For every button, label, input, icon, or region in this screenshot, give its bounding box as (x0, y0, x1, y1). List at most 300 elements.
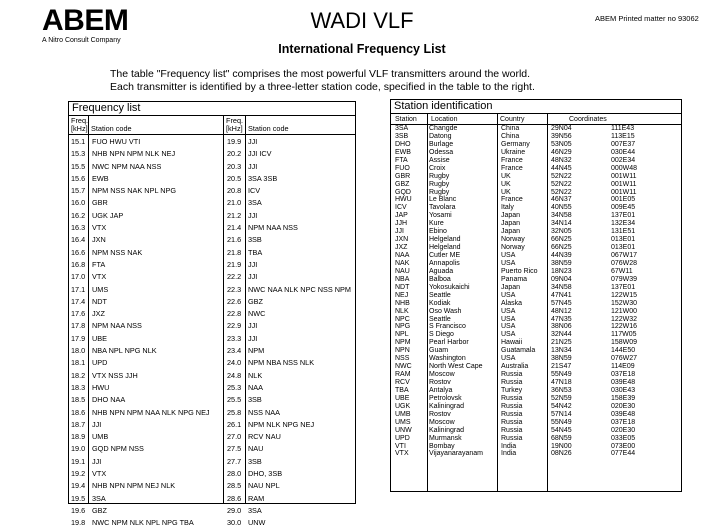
station-codes: JJI ICV (248, 149, 272, 159)
freq-row (227, 222, 351, 234)
station-latitude: 34N58 (551, 212, 572, 220)
freq-header-station-left: Station code (91, 124, 132, 133)
station-country: Russia (501, 379, 523, 386)
station-longitude: 121W00 (611, 307, 638, 315)
station-latitude: 32N05 (551, 228, 572, 236)
freq-row (71, 197, 210, 209)
station-codes: 3SA (248, 198, 262, 208)
station-code: RAM (395, 371, 411, 379)
freq-value: 26.1 (227, 419, 242, 429)
freq-value: 17.4 (71, 296, 86, 306)
freq-value: 20.5 (227, 173, 242, 183)
freq-row (227, 197, 351, 209)
station-latitude: 36N53 (551, 386, 572, 394)
station-codes: JJI (248, 272, 258, 282)
station-location: Le Blanc (429, 196, 457, 204)
freq-value: 22.6 (227, 296, 242, 306)
station-latitude: 52N59 (551, 394, 572, 402)
station-longitude: 039E48 (611, 379, 636, 386)
station-country: Panama (501, 275, 528, 283)
station-country: Italy (501, 204, 514, 212)
intro-line-1: The table "Frequency list" comprises the most powerful VLF transmitters around the world. (110, 68, 531, 80)
freq-value: 29.0 (227, 505, 242, 515)
station-codes: NHB NPN NPM NLK NEJ (92, 149, 176, 159)
station-country: Ukraine (501, 148, 526, 156)
station-code: NPG (395, 323, 411, 331)
station-codes: VTX (92, 223, 107, 233)
freq-row (227, 407, 351, 419)
station-latitude: 21N25 (551, 339, 572, 347)
freq-value: 19.4 (71, 481, 86, 491)
station-header-coordinates: Coordinates (569, 116, 607, 123)
freq-header-divider (69, 134, 355, 135)
freq-row (71, 234, 210, 246)
station-location: Rugby (429, 188, 450, 196)
freq-value: 20.3 (227, 161, 242, 171)
freq-row (227, 468, 351, 480)
station-code: UPD (395, 434, 410, 442)
station-code: NBA (395, 275, 410, 283)
station-longitude: 113E15 (611, 132, 635, 140)
station-latitude: 19N00 (551, 442, 572, 450)
freq-value: 17.6 (71, 309, 86, 319)
station-codes: 3SA 3SB (248, 173, 278, 183)
station-longitude: 073E00 (611, 442, 636, 450)
station-code: UGK (395, 402, 411, 410)
station-latitude: 44N45 (551, 164, 572, 172)
station-latitude: 66N25 (551, 236, 572, 244)
station-location: Yokosukaichi (429, 283, 470, 291)
station-country: India (501, 442, 517, 450)
station-latitude: 47N35 (551, 315, 572, 323)
freq-value: 19.9 (227, 137, 242, 146)
station-codes: NPM NSS NAK (92, 247, 143, 257)
freq-row (71, 419, 210, 431)
station-code: 3SA (395, 125, 409, 132)
station-latitude: 13N34 (551, 347, 572, 355)
station-codes: UMB (92, 432, 109, 442)
freq-value: 16.8 (71, 259, 86, 269)
freq-value: 18.6 (71, 407, 86, 417)
logo-text: ABEM (42, 4, 129, 37)
station-codes: ICV (248, 186, 261, 196)
station-codes: HWU (92, 382, 110, 392)
freq-row (227, 234, 351, 246)
frequency-list-title: Frequency list (69, 102, 355, 116)
station-country: UK (501, 180, 511, 188)
station-longitude: 131E51 (611, 228, 636, 236)
station-location: Antalya (429, 386, 453, 394)
station-location: Odessa (429, 148, 454, 156)
freq-value: 21.8 (227, 247, 242, 257)
station-longitude: 114E09 (611, 363, 635, 371)
station-codes: NAU (248, 444, 264, 454)
station-codes: 3SB (248, 395, 262, 405)
freq-value: 15.7 (71, 186, 86, 196)
station-code: EWB (395, 148, 411, 156)
station-codes: JJI (92, 419, 102, 429)
freq-row (71, 259, 210, 271)
station-code: NPN (395, 347, 410, 355)
station-country: Japan (501, 283, 521, 291)
station-longitude: 001W11 (611, 188, 637, 196)
freq-row (71, 247, 210, 259)
station-codes: NAU NPL (248, 481, 280, 491)
freq-row (71, 357, 210, 369)
freq-header-freq-2: Freq. (226, 116, 244, 125)
station-codes: JJI (248, 161, 258, 171)
freq-header-freq: Freq. (71, 116, 89, 125)
freq-row (227, 136, 351, 148)
freq-row (227, 493, 351, 505)
freq-row (227, 284, 351, 296)
freq-row (71, 210, 210, 222)
freq-row (227, 148, 351, 160)
station-location: Kure (429, 220, 444, 228)
freq-value: 19.5 (71, 493, 86, 503)
station-country: Germany (501, 140, 530, 148)
freq-row (227, 419, 351, 431)
station-codes: NDT (92, 296, 107, 306)
freq-value: 23.4 (227, 346, 242, 356)
station-latitude: 46N29 (551, 148, 572, 156)
freq-value: 18.2 (71, 370, 86, 380)
station-latitude: 38N59 (551, 259, 572, 267)
station-header-country: Country (500, 116, 525, 123)
station-country: USA (501, 291, 516, 299)
station-location: S Francisco (429, 323, 466, 331)
freq-row (71, 222, 210, 234)
station-codes: VTX (92, 272, 107, 282)
station-code: JJH (395, 220, 408, 228)
freq-row (71, 407, 210, 419)
station-longitude: 152W30 (611, 299, 638, 307)
station-location: Ebino (429, 228, 447, 236)
station-codes: NLK (248, 370, 263, 380)
station-identification-title: Station identification (391, 100, 681, 114)
station-longitude: 001E05 (611, 196, 636, 204)
station-location: Murmansk (429, 434, 462, 442)
station-location: S Diego (429, 331, 454, 339)
station-codes: GQD NPM NSS (92, 444, 144, 454)
station-longitude: 158E39 (611, 394, 636, 402)
station-code: ICV (395, 204, 407, 212)
station-col-divider-2 (497, 114, 498, 491)
freq-header-station-right: Station code (248, 124, 289, 133)
printed-matter-number: ABEM Printed matter no 93062 (595, 14, 699, 23)
station-location: Croix (429, 164, 446, 172)
freq-row (71, 148, 210, 160)
freq-value: 16.2 (71, 210, 86, 220)
freq-value: 21.0 (227, 198, 242, 208)
station-codes: FUO HWU VTI (92, 137, 141, 146)
station-latitude: 32N44 (551, 331, 572, 339)
station-latitude: 08N26 (551, 450, 572, 458)
station-codes: NSS NAA (248, 407, 281, 417)
station-codes: NPM NBA NSS NLK (248, 358, 315, 368)
station-code: 3SB (395, 132, 409, 140)
station-codes: TBA (248, 247, 263, 257)
freq-row (227, 210, 351, 222)
station-country: Russia (501, 434, 523, 442)
station-code: UBE (395, 394, 410, 402)
station-country: China (501, 132, 520, 140)
freq-value: 18.5 (71, 395, 86, 405)
station-codes: NPM NSS NAK NPL NPG (92, 186, 177, 196)
station-code: NHB (395, 299, 410, 307)
freq-value: 27.5 (227, 444, 242, 454)
freq-value: 24.8 (227, 370, 242, 380)
station-country: USA (501, 355, 516, 363)
station-country: France (501, 164, 523, 172)
station-header-location: Location (431, 116, 458, 123)
freq-value: 28.5 (227, 481, 242, 491)
freq-row (227, 370, 351, 382)
station-location: Tavolara (429, 204, 456, 212)
freq-row (71, 370, 210, 382)
station-longitude: 030E43 (611, 386, 636, 394)
freq-value: 22.3 (227, 284, 242, 294)
freq-row (227, 247, 351, 259)
station-codes: NWC NPM NLK NPL NPG TBA (92, 518, 194, 528)
freq-value: 21.9 (227, 259, 242, 269)
station-country: Russia (501, 426, 523, 434)
station-latitude: 34N14 (551, 220, 572, 228)
station-country: France (501, 156, 523, 164)
station-codes: 3SA (248, 505, 262, 515)
station-latitude: 48N12 (551, 307, 572, 315)
station-country: Russia (501, 410, 523, 418)
freq-row (71, 480, 210, 492)
intro-text (110, 68, 535, 94)
freq-value: 17.8 (71, 321, 86, 331)
station-code: GBR (395, 172, 411, 180)
station-location: Vijayanarayanam (429, 450, 483, 458)
freq-row (227, 357, 351, 369)
freq-header-khz-2: [kHz] (226, 124, 243, 133)
station-codes: 3SB (248, 235, 262, 245)
station-codes: 3SB (248, 456, 262, 466)
station-longitude: 013E01 (611, 236, 636, 244)
freq-row (71, 443, 210, 455)
station-country: France (501, 196, 523, 204)
station-longitude: 000W48 (611, 164, 638, 172)
freq-value: 19.2 (71, 469, 86, 479)
station-code: NDT (395, 283, 410, 291)
freq-col-divider-2 (223, 116, 224, 503)
station-latitude: 53N05 (551, 140, 572, 148)
station-code: VTX (395, 450, 409, 458)
freq-value: 19.1 (71, 456, 86, 466)
freq-row (227, 173, 351, 185)
freq-row (227, 443, 351, 455)
freq-value: 16.3 (71, 223, 86, 233)
freq-row (227, 456, 351, 468)
station-longitude: 076W28 (611, 259, 638, 267)
station-country: USA (501, 315, 516, 323)
station-codes: NPM NAA NSS (92, 321, 142, 331)
station-longitude: 111E43 (611, 125, 635, 132)
station-latitude: 52N22 (551, 188, 572, 196)
station-codes: UMS (92, 284, 109, 294)
station-codes: UGK JAP (92, 210, 124, 220)
freq-row (71, 284, 210, 296)
freq-value: 28.6 (227, 493, 242, 503)
freq-row (71, 308, 210, 320)
station-longitude: 144E50 (611, 347, 636, 355)
station-latitude: 57N45 (551, 299, 572, 307)
freq-column-left (71, 136, 210, 530)
station-location: Changde (429, 125, 458, 132)
station-longitude: 020E30 (611, 402, 636, 410)
station-location: Washington (429, 355, 466, 363)
station-country: USA (501, 252, 516, 259)
station-code: UNW (395, 426, 412, 434)
station-country: Russia (501, 402, 523, 410)
station-latitude: 66N25 (551, 244, 572, 252)
freq-value: 25.8 (227, 407, 242, 417)
station-longitude: 002E34 (611, 156, 636, 164)
station-codes: JJI (248, 321, 258, 331)
station-country: Turkey (501, 386, 523, 394)
freq-row (227, 296, 351, 308)
station-latitude: 39N56 (551, 132, 572, 140)
station-latitude: 48N32 (551, 156, 572, 164)
station-country: China (501, 125, 520, 132)
station-code: HWU (395, 196, 412, 204)
station-codes: JXZ (92, 309, 105, 319)
station-latitude: 44N39 (551, 252, 572, 259)
station-code: VTI (395, 442, 406, 450)
station-location: Annapolis (429, 259, 460, 267)
freq-row (227, 517, 351, 529)
freq-value: 30.0 (227, 518, 242, 528)
station-latitude: 52N22 (551, 172, 572, 180)
station-country: Alaska (501, 299, 523, 307)
freq-value: 20.2 (227, 149, 242, 159)
station-latitude: 47N18 (551, 379, 572, 386)
freq-value: 17.1 (71, 284, 86, 294)
freq-header-left (71, 117, 88, 133)
station-latitude: 40N55 (551, 204, 572, 212)
station-codes: NWC NPM NAA NSS (92, 161, 162, 171)
freq-value: 18.0 (71, 346, 86, 356)
station-longitude: 009E45 (611, 204, 636, 212)
station-latitude: 54N45 (551, 426, 572, 434)
freq-value: 22.9 (227, 321, 242, 331)
station-code: JXZ (395, 244, 408, 252)
freq-value: 15.5 (71, 161, 86, 171)
station-code: FUO (395, 164, 410, 172)
station-latitude: 18N23 (551, 267, 572, 275)
station-country: Puerto Rico (501, 267, 538, 275)
station-latitude: 29N04 (551, 125, 572, 132)
freq-value: 21.2 (227, 210, 242, 220)
station-country: USA (501, 323, 516, 331)
station-code: NWC (395, 363, 412, 371)
intro-line-2: Each transmitter is identified by a three-letter station code, specified in the table to the right. (110, 81, 535, 93)
freq-row (227, 161, 351, 173)
station-country: USA (501, 307, 516, 315)
freq-value: 19.6 (71, 505, 86, 515)
freq-row (71, 517, 210, 529)
freq-value: 15.6 (71, 173, 86, 183)
station-codes: VTX (92, 469, 107, 479)
station-location: Assise (429, 156, 450, 164)
station-longitude: 158W09 (611, 339, 638, 347)
station-codes: VTX NSS JJH (92, 370, 138, 380)
station-country: Norway (501, 244, 525, 252)
station-codes: EWB (92, 173, 109, 183)
freq-row (71, 382, 210, 394)
station-location: Rugby (429, 172, 450, 180)
freq-value: 16.6 (71, 247, 86, 257)
freq-value: 24.0 (227, 358, 242, 368)
station-location: North West Cape (429, 363, 483, 371)
station-header-station: Station (395, 116, 417, 123)
station-code: GQD (395, 188, 411, 196)
station-longitude: 079W39 (611, 275, 638, 283)
station-latitude: 34N58 (551, 283, 572, 291)
freq-header-right (226, 117, 243, 133)
freq-row (71, 161, 210, 173)
station-codes: NHB NPN NPM NAA NLK NPG NEJ (92, 407, 210, 417)
freq-row (227, 271, 351, 283)
station-code: DHO (395, 140, 411, 148)
station-longitude: 037E18 (611, 418, 636, 426)
freq-value: 17.9 (71, 333, 86, 343)
station-location: Petrolovsk (429, 394, 462, 402)
station-country: USA (501, 331, 516, 339)
station-longitude: 122W15 (611, 291, 638, 299)
freq-value: 15.1 (71, 137, 86, 146)
station-longitude: 67W11 (611, 267, 633, 275)
station-location: Bombay (429, 442, 455, 450)
freq-value: 25.5 (227, 395, 242, 405)
station-country: Norway (501, 236, 525, 244)
station-longitude: 137E01 (611, 283, 636, 291)
station-codes: UPD (92, 358, 108, 368)
station-longitude: 013E01 (611, 244, 636, 252)
station-code: NAK (395, 259, 410, 267)
station-country: UK (501, 188, 511, 196)
station-codes: NPM (248, 346, 265, 356)
station-country: Japan (501, 220, 521, 228)
freq-column-right (227, 136, 351, 530)
freq-value: 21.6 (227, 235, 242, 245)
station-code: NPL (395, 331, 409, 339)
page-subtitle: International Frequency List (278, 42, 446, 56)
freq-row (71, 394, 210, 406)
station-location: Balboa (429, 275, 451, 283)
freq-row (227, 333, 351, 345)
station-longitude: 030E44 (611, 148, 636, 156)
freq-header-khz: [kHz] (71, 124, 88, 133)
station-longitude: 020E30 (611, 426, 636, 434)
station-codes: JXN (92, 235, 106, 245)
station-location: Seattle (429, 315, 451, 323)
station-country: Russia (501, 394, 523, 402)
freq-row (71, 271, 210, 283)
freq-value: 16.4 (71, 235, 86, 245)
station-codes: GBZ (92, 505, 107, 515)
station-codes: UNW (248, 518, 266, 528)
station-code: NEJ (395, 291, 409, 299)
station-code: NAU (395, 267, 410, 275)
freq-value: 20.8 (227, 186, 242, 196)
station-latitude: 55N49 (551, 371, 572, 379)
freq-row (227, 320, 351, 332)
